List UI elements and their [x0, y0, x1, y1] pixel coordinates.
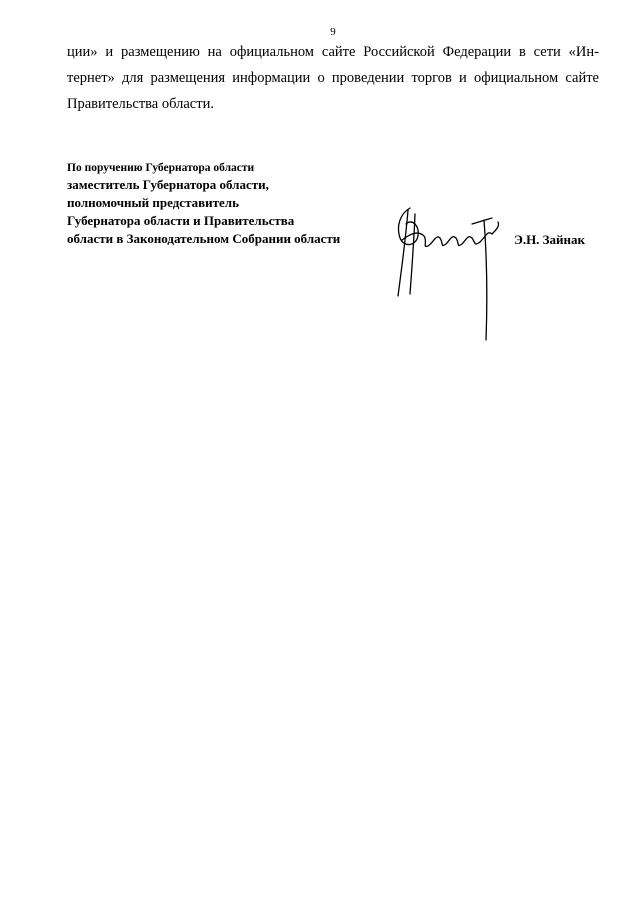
signatory-position-line-3: Губернатора области и Правительства: [67, 213, 295, 228]
signatory-position-line-4: области в Законодательном Собрании области: [67, 231, 341, 246]
body-line-3: Правительства области.: [67, 96, 214, 112]
body-paragraph: [67, 39, 599, 117]
signatory-position-line-1: заместитель Губернатора области,: [67, 177, 269, 192]
body-line-2: тернет» для размещения информации о проведении торгов и официальном сайте: [67, 70, 599, 86]
page-number: 9: [330, 26, 336, 38]
signatory-position-line-2: полномочный представитель: [67, 195, 239, 210]
signatory-name: Э.Н. Зайнак: [514, 232, 586, 247]
signature-block: [67, 160, 340, 248]
handwritten-signature-icon: [388, 196, 508, 346]
signature-intro: По поручению Губернатора области: [67, 162, 255, 174]
body-line-1: ции» и размещению на официальном сайте Российской Федерации в сети «Ин-: [67, 44, 599, 60]
